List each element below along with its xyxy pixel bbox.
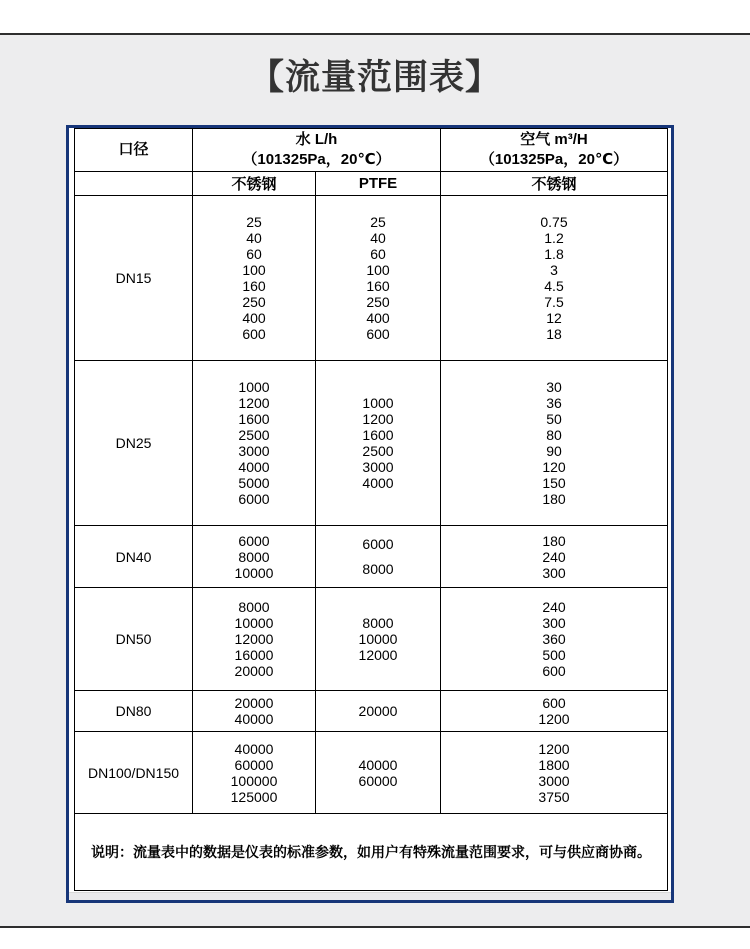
water-ptfe-cell	[316, 196, 441, 361]
air-stainless-value: 80	[546, 427, 562, 443]
section-row-dn40	[75, 526, 668, 588]
bottom-divider-line	[0, 926, 750, 928]
air-stainless-stack	[441, 741, 667, 805]
air-stainless-value: 3000	[538, 772, 570, 789]
water-ptfe-value: 100	[366, 262, 390, 278]
water-stainless-stack	[193, 214, 315, 342]
air-stainless-value: 600	[542, 663, 566, 679]
water-stainless-value: 25	[246, 214, 262, 230]
air-stainless-stack	[441, 533, 667, 581]
water-stainless-value: 4000	[238, 459, 270, 475]
water-stainless-cell	[193, 588, 316, 691]
water-stainless-value: 3000	[238, 443, 270, 459]
water-ptfe-value: 160	[366, 278, 390, 294]
water-stainless-value: 60000	[234, 756, 274, 773]
water-stainless-value: 40000	[234, 711, 274, 727]
water-stainless-value: 10000	[234, 615, 274, 631]
water-ptfe-value: 1600	[362, 427, 394, 443]
water-stainless-cell	[193, 526, 316, 588]
water-stainless-stack	[193, 741, 315, 805]
water-ptfe-value: 40000	[358, 756, 398, 773]
diameter-cell: DN25	[75, 361, 193, 526]
diameter-cell: DN40	[75, 526, 193, 588]
air-stainless-value: 36	[546, 395, 562, 411]
water-ptfe-value: 25	[370, 214, 386, 230]
water-stainless-value: 20000	[234, 695, 274, 711]
water-stainless-stack	[193, 379, 315, 507]
header-air	[441, 129, 668, 172]
water-stainless-stack	[193, 695, 315, 727]
header-empty-cell	[75, 172, 193, 196]
air-stainless-value: 3750	[538, 788, 570, 805]
water-ptfe-cell	[316, 588, 441, 691]
water-ptfe-value: 12000	[358, 647, 398, 663]
page-title: 【流量范围表】	[248, 58, 501, 97]
water-ptfe-value: 4000	[362, 475, 394, 491]
header-air-stainless: 不锈钢	[441, 172, 668, 196]
water-stainless-cell	[193, 732, 316, 814]
air-stainless-value: 7.5	[544, 294, 564, 310]
air-stainless-value: 18	[546, 326, 562, 342]
air-stainless-value: 0.75	[540, 214, 568, 230]
water-ptfe-stack	[316, 615, 440, 663]
air-stainless-value: 1800	[538, 756, 570, 773]
water-ptfe-value: 10000	[358, 631, 398, 647]
diameter-cell: DN80	[75, 691, 193, 732]
water-ptfe-cell	[316, 691, 441, 732]
water-stainless-value: 6000	[238, 491, 270, 507]
water-ptfe-value: 8000	[362, 615, 394, 631]
water-stainless-value: 8000	[238, 548, 270, 565]
water-stainless-value: 400	[242, 310, 266, 326]
water-stainless-stack	[193, 599, 315, 679]
water-ptfe-value: 40	[370, 230, 386, 246]
air-stainless-value: 50	[546, 411, 562, 427]
air-stainless-value: 3	[550, 262, 558, 278]
air-stainless-value: 4.5	[544, 278, 564, 294]
water-ptfe-stack	[316, 395, 440, 491]
air-stainless-cell	[441, 526, 668, 588]
water-ptfe-value: 1200	[362, 411, 394, 427]
air-stainless-value: 500	[542, 647, 566, 663]
air-stainless-value: 90	[546, 443, 562, 459]
air-stainless-cell	[441, 732, 668, 814]
water-stainless-value: 100000	[230, 772, 278, 789]
water-ptfe-stack	[316, 757, 440, 789]
header-water-ptfe: PTFE	[316, 172, 441, 196]
note-text: 说明：流量表中的数据是仪表的标准参数，如用户有特殊流量范围要求，可与供应商协商。	[75, 814, 668, 891]
water-ptfe-value: 20000	[358, 703, 398, 719]
air-stainless-value: 300	[542, 564, 566, 581]
header-air-title: 空气 m³/H	[520, 131, 588, 148]
air-stainless-value: 12	[546, 310, 562, 326]
water-ptfe-stack	[316, 701, 440, 721]
air-stainless-cell	[441, 361, 668, 526]
water-ptfe-value: 3000	[362, 459, 394, 475]
water-ptfe-stack	[316, 534, 440, 579]
header-air-condition: （101325Pa，20℃）	[479, 151, 629, 168]
air-stainless-stack	[441, 695, 667, 727]
water-ptfe-cell	[316, 526, 441, 588]
water-ptfe-value: 60	[370, 246, 386, 262]
header-diameter: 口径	[75, 129, 193, 172]
water-stainless-value: 16000	[234, 647, 274, 663]
header-water-stainless: 不锈钢	[193, 172, 316, 196]
air-stainless-value: 120	[542, 459, 566, 475]
water-ptfe-value: 8000	[362, 561, 394, 577]
water-ptfe-value: 250	[366, 294, 390, 310]
air-stainless-value: 180	[542, 532, 566, 549]
header-row-sub	[75, 172, 668, 196]
air-stainless-value: 240	[542, 599, 566, 615]
air-stainless-value: 300	[542, 615, 566, 631]
air-stainless-value: 1.2	[544, 230, 564, 246]
diameter-cell: DN50	[75, 588, 193, 691]
water-stainless-stack	[193, 533, 315, 581]
air-stainless-stack	[441, 599, 667, 679]
water-stainless-value: 20000	[234, 663, 274, 679]
water-stainless-value: 40000	[234, 740, 274, 757]
water-ptfe-value: 600	[366, 326, 390, 342]
water-ptfe-value: 400	[366, 310, 390, 326]
air-stainless-value: 1200	[538, 740, 570, 757]
section-row-dn100-dn150	[75, 732, 668, 814]
water-stainless-cell	[193, 361, 316, 526]
water-stainless-value: 1600	[238, 411, 270, 427]
air-stainless-value: 240	[542, 548, 566, 565]
water-stainless-value: 2500	[238, 427, 270, 443]
water-stainless-value: 60	[246, 246, 262, 262]
water-ptfe-stack	[316, 214, 440, 342]
air-stainless-value: 30	[546, 379, 562, 395]
section-row-dn25	[75, 361, 668, 526]
water-stainless-value: 1200	[238, 395, 270, 411]
water-stainless-value: 5000	[238, 475, 270, 491]
air-stainless-value: 1200	[538, 711, 570, 727]
water-ptfe-value: 2500	[362, 443, 394, 459]
flow-range-table-wrapper	[74, 128, 668, 891]
water-stainless-cell	[193, 691, 316, 732]
header-water-title: 水 L/h	[295, 131, 338, 148]
diameter-cell: DN15	[75, 196, 193, 361]
water-stainless-value: 8000	[238, 599, 270, 615]
air-stainless-value: 600	[542, 695, 566, 711]
water-stainless-value: 12000	[234, 631, 274, 647]
air-stainless-cell	[441, 588, 668, 691]
water-stainless-value: 125000	[230, 788, 278, 805]
section-row-dn80	[75, 691, 668, 732]
water-stainless-value: 160	[242, 278, 266, 294]
air-stainless-stack	[441, 214, 667, 342]
section-row-dn15	[75, 196, 668, 361]
water-stainless-value: 100	[242, 262, 266, 278]
water-ptfe-value: 1000	[362, 395, 394, 411]
section-row-dn50	[75, 588, 668, 691]
horizontal-scrollbar-track[interactable]	[69, 892, 671, 900]
top-divider-line	[0, 33, 750, 35]
air-stainless-value: 360	[542, 631, 566, 647]
water-stainless-value: 10000	[234, 564, 274, 581]
water-ptfe-value: 6000	[362, 536, 394, 552]
water-stainless-value: 6000	[238, 532, 270, 549]
water-stainless-value: 600	[242, 326, 266, 342]
water-stainless-value: 1000	[238, 379, 270, 395]
water-ptfe-cell	[316, 732, 441, 814]
diameter-cell: DN100/DN150	[75, 732, 193, 814]
note-row	[75, 814, 668, 891]
header-water-condition: （101325Pa，20℃）	[242, 151, 391, 168]
water-ptfe-value: 60000	[358, 772, 398, 789]
air-stainless-value: 180	[542, 491, 566, 507]
water-stainless-cell	[193, 196, 316, 361]
air-stainless-cell	[441, 196, 668, 361]
header-water	[193, 129, 441, 172]
water-stainless-value: 250	[242, 294, 266, 310]
water-stainless-value: 40	[246, 230, 262, 246]
flow-range-panel	[66, 125, 674, 903]
flow-range-table	[74, 128, 668, 891]
air-stainless-value: 1.8	[544, 246, 564, 262]
air-stainless-cell	[441, 691, 668, 732]
water-ptfe-cell	[316, 361, 441, 526]
header-row-main	[75, 129, 668, 172]
air-stainless-stack	[441, 379, 667, 507]
air-stainless-value: 150	[542, 475, 566, 491]
